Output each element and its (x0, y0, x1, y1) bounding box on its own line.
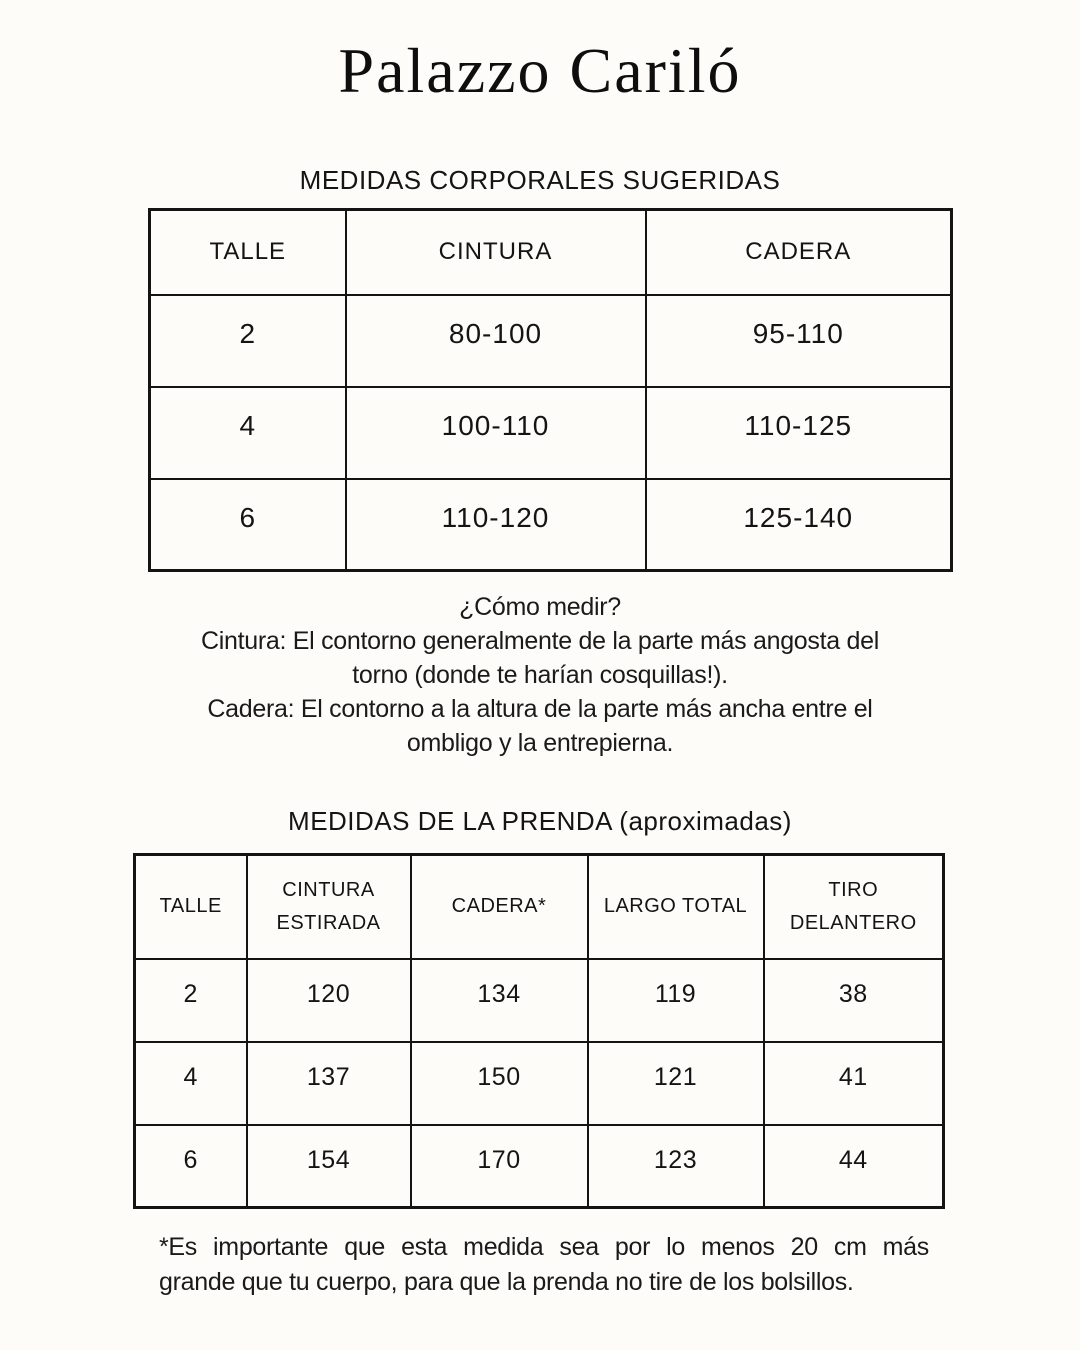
table-row (135, 959, 944, 1042)
body-measures-table-body (150, 295, 952, 571)
table-cell: 4 (150, 387, 346, 479)
table-header-cell: TIRO DELANTERO (764, 855, 944, 959)
table-header-cell: CINTURA ESTIRADA (247, 855, 411, 959)
table-header-cell: CADERA* (411, 855, 588, 959)
table-header-cell: CADERA (646, 210, 952, 295)
table-cell: 44 (764, 1125, 944, 1208)
how-to-measure-line: Cintura: El contorno generalmente de la parte más angosta del (201, 627, 879, 655)
table-cell: 150 (411, 1042, 588, 1125)
table-cell: 95-110 (646, 295, 952, 387)
garment-measures-table-header (135, 855, 944, 959)
how-to-measure-line: torno (donde te harían cosquillas!). (352, 661, 728, 689)
section-heading-body-measures: MEDIDAS CORPORALES SUGERIDAS (299, 165, 781, 195)
table-cell: 38 (764, 959, 944, 1042)
table-cell: 120 (247, 959, 411, 1042)
table-header-cell: CINTURA (346, 210, 646, 295)
table-row (150, 295, 952, 387)
table-cell: 41 (764, 1042, 944, 1125)
table-cell: 4 (135, 1042, 247, 1125)
table-cell: 6 (150, 479, 346, 571)
table-cell: 170 (411, 1125, 588, 1208)
table-header-row (150, 210, 952, 295)
table-cell: 121 (588, 1042, 764, 1125)
how-to-measure-note (0, 590, 1080, 760)
footnote-line: *Es importante que esta medida sea por lo menos 20 cm más (159, 1233, 929, 1261)
table-cell: 110-120 (346, 479, 646, 571)
table-cell: 119 (588, 959, 764, 1042)
table-cell: 125-140 (646, 479, 952, 571)
how-to-measure-title: ¿Cómo medir? (459, 593, 621, 621)
section-heading-garment-measures: MEDIDAS DE LA PRENDA (aproximadas) (288, 806, 792, 836)
footnote-line: grande que tu cuerpo, para que la prenda no tire de los bolsillos. (159, 1267, 854, 1296)
table-row (150, 479, 952, 571)
table-header-cell: LARGO TOTAL (588, 855, 764, 959)
page-title: Palazzo Cariló (338, 35, 742, 106)
table-cell: 80-100 (346, 295, 646, 387)
table-row (135, 1042, 944, 1125)
body-measures-table (148, 208, 953, 572)
table-header-cell: TALLE (150, 210, 346, 295)
body-measures-table-header (150, 210, 952, 295)
table-row (150, 387, 952, 479)
table-cell: 2 (150, 295, 346, 387)
how-to-measure-line: Cadera: El contorno a la altura de la parte más ancha entre el (207, 695, 873, 723)
how-to-measure-line: ombligo y la entrepierna. (406, 729, 674, 757)
garment-measures-table-body (135, 959, 944, 1208)
table-cell: 100-110 (346, 387, 646, 479)
table-cell: 6 (135, 1125, 247, 1208)
table-cell: 110-125 (646, 387, 952, 479)
garment-measures-table (133, 853, 945, 1209)
table-cell: 154 (247, 1125, 411, 1208)
table-header-row (135, 855, 944, 959)
table-header-cell: TALLE (135, 855, 247, 959)
table-cell: 2 (135, 959, 247, 1042)
footnote (159, 1230, 929, 1299)
table-cell: 123 (588, 1125, 764, 1208)
table-cell: 134 (411, 959, 588, 1042)
table-row (135, 1125, 944, 1208)
table-cell: 137 (247, 1042, 411, 1125)
